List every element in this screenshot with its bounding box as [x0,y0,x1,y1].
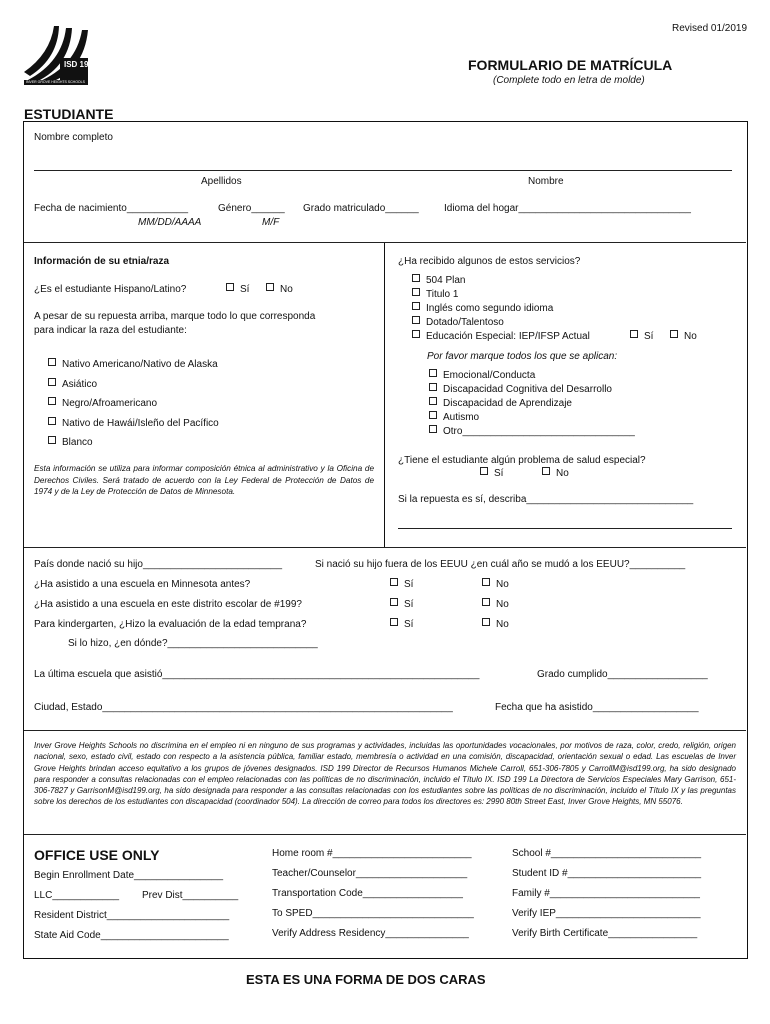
school-number-field[interactable]: School #___________________________ [512,848,702,859]
city-state-field[interactable]: Ciudad, Estado_______________________________________________________________ [34,702,453,713]
dob-format: MM/DD/AAAA [138,217,202,228]
attended-district-question: ¿Ha asistido a una escuela en este distrito escolar de #199? [34,599,302,610]
health-question: ¿Tiene el estudiante algún problema de salud especial? [398,455,646,466]
checkbox-icon[interactable] [412,316,420,324]
teacher-counselor-field[interactable]: Teacher/Counselor____________________ [272,868,468,879]
ethnicity-note: Esta información se utiliza para informar composición étnica al administrativo y la Oficina de Derechos Civiles. Será tratado de acuerdo con la Ley Federal de Protección de Datos de 1974 y de la Ley de Protección de Datos de Minnesota. [34,464,374,496]
sped-category-label: Discapacidad de Aprendizaje [443,398,572,409]
race-option-label: Nativo Americano/Nativo de Alaska [62,359,218,370]
checkbox-icon[interactable] [48,397,56,405]
checkbox-icon[interactable] [429,397,437,405]
checkbox-icon[interactable] [429,411,437,419]
checkbox-icon[interactable] [48,436,56,444]
option-label: No [684,331,697,342]
resident-district-field[interactable]: Resident District______________________ [34,910,230,921]
office-use-title: OFFICE USE ONLY [34,847,160,863]
sped-category-option[interactable] [429,369,535,382]
home-room-field[interactable]: Home room #_________________________ [272,848,472,859]
checkbox-icon[interactable] [390,578,398,586]
checkbox-icon[interactable] [412,288,420,296]
moved-year-field[interactable]: Si nació su hijo fuera de los EEUU ¿en cuál año se mudó a los EEUU?__________ [315,559,686,570]
sped-no-option[interactable] [670,330,697,343]
service-option[interactable] [412,288,458,301]
service-option-label: 504 Plan [426,275,466,286]
race-option-label: Nativo de Hawái/Isleño del Pacífico [62,418,219,429]
checkbox-icon[interactable] [48,378,56,386]
form-title: FORMULARIO DE MATRÍCULA [468,57,673,73]
minnesota-yes-option[interactable] [390,578,413,591]
apellidos-label: Apellidos [201,176,242,187]
family-number-field[interactable]: Family #___________________________ [512,888,700,899]
checkbox-icon[interactable] [482,618,490,626]
logo-text: ISD 199 [64,60,93,69]
option-label: No [556,468,569,479]
option-label: No [496,619,509,630]
race-option[interactable] [48,417,219,430]
divider [24,242,746,243]
sped-yes-option[interactable] [630,330,653,343]
nombre-label: Nombre [528,176,564,187]
gender-field[interactable]: Género______ [218,203,285,214]
sped-category-option[interactable] [429,397,572,410]
checkbox-icon[interactable] [630,330,638,338]
column-divider [384,243,385,547]
sped-category-option[interactable] [429,411,479,424]
ethnicity-heading: Información de su etnia/raza [34,256,170,267]
mark-all-instruction: Por favor marque todos los que se aplican: [427,351,618,362]
option-label: Sí [404,619,414,630]
checkbox-icon[interactable] [542,467,550,475]
race-option[interactable] [48,378,97,391]
service-option-label: Dotado/Talentoso [426,317,504,328]
birth-country-field[interactable]: País donde nació su hijo_________________________ [34,559,283,570]
hispanic-question: ¿Es el estudiante Hispano/Latino? [34,284,187,295]
option-label: Sí [240,284,250,295]
verify-iep-field[interactable]: Verify IEP__________________________ [512,908,701,919]
verify-birth-cert-field[interactable]: Verify Birth Certificate________________ [512,928,698,939]
checkbox-icon[interactable] [482,578,490,586]
student-id-field[interactable]: Student ID #________________________ [512,868,702,879]
service-option-label: Educación Especial: IEP/IFSP Actual [426,331,590,342]
sped-category-label: Emocional/Conducta [443,370,536,381]
revised-date: Revised 01/2019 [672,23,748,34]
service-option[interactable] [412,274,465,287]
option-label: Sí [404,579,414,590]
hispanic-no-option[interactable] [266,283,293,296]
transportation-code-field[interactable]: Transportation Code__________________ [272,888,463,899]
full-name-field[interactable] [34,170,732,171]
service-option[interactable] [412,302,553,315]
health-yes-option[interactable] [480,467,503,480]
section-title-student: ESTUDIANTE [24,106,114,122]
health-no-option[interactable] [542,467,569,480]
race-instruction-line2: para indicar la raza del estudiante: [34,325,187,336]
prev-dist-field[interactable]: Prev Dist__________ [142,890,239,901]
sped-category-label: Discapacidad Cognitiva del Desarrollo [443,384,612,395]
race-option-label: Asiático [62,379,98,390]
divider [24,730,746,731]
logo-graphic [22,22,92,86]
district-no-option[interactable] [482,598,509,611]
district-logo [22,22,92,86]
checkbox-icon[interactable] [429,425,437,433]
race-option-label: Negro/Afroamericano [62,398,158,409]
service-option-label: Titulo 1 [426,289,459,300]
option-label: Sí [404,599,414,610]
nondiscrimination-statement: Inver Grove Heights Schools no discrimina en el empleo ni en ninguno de sus programas y actividades, incluidas las oportunidades vocacionales, por motivos de raza, color, credo, religión, origen nacional, sexo, estado civil, estado con respecto a la asistencia pública, familiar estado, membresía o actividad en una comisión, discapacidad, orientación sexual o edad. Las escuelas de Inver Grove Heights brindan acceso equitativo a los grupos de jóvenes designados. ISD 199 Director de Recursos Humanos Michele Carroll, 651-306-7805 y CarrollM@isd199.org, ha sido designado para responder a consultas relacionadas con el empleo relacionadas con las políticas de no discriminación, incluido el Título IX. ISD 199 La Directora de Servicios Especiales Mary Garrison, 651-306-7827 y GarrisonM@isd199.org, ha sido designada para responder a las consultas relacionadas con los estudiantes sobre las políticas de no discriminación, incluido el Título IX y las preguntas sobre los derechos de los estudiantes con discapacidad (coordinador 504). La dirección de correo para todos los directores es: 2990 80th Street East, Inver Grove Heights, MN 55076. [34,741,736,807]
to-sped-field[interactable]: To SPED_____________________________ [272,908,474,919]
sped-category-label: Otro_______________________________ [443,426,635,437]
llc-field[interactable]: LLC____________ [34,890,120,901]
checkbox-icon[interactable] [429,369,437,377]
services-question: ¿Ha recibido algunos de estos servicios? [398,256,581,267]
health-describe-field[interactable]: Si la repuesta es sí, describa______________________________ [398,494,694,505]
sped-category-label: Autismo [443,412,480,423]
grade-field[interactable]: Grado matriculado______ [303,203,419,214]
race-option[interactable] [48,397,157,410]
race-instruction-line1: A pesar de su repuesta arriba, marque todo lo que corresponda [34,311,316,322]
full-name-label: Nombre completo [34,132,113,143]
attended-minnesota-question: ¿Ha asistido a una escuela en Minnesota antes? [34,579,251,590]
logo-subtext: INVER GROVE HEIGHTS SCHOOLS [26,80,85,84]
service-option[interactable] [412,316,504,329]
checkbox-icon[interactable] [482,598,490,606]
sped-category-option[interactable] [429,383,612,396]
home-language-field[interactable]: Idioma del hogar_______________________________ [444,203,691,214]
checkbox-icon[interactable] [266,283,274,291]
last-school-field[interactable]: La última escuela que asistió_________________________________________________________ [34,669,480,680]
checkbox-icon[interactable] [390,598,398,606]
option-label: No [280,284,293,295]
verify-address-field[interactable]: Verify Address Residency_______________ [272,928,469,939]
checkbox-icon[interactable] [48,417,56,425]
option-label: No [496,599,509,610]
checkbox-icon[interactable] [390,618,398,626]
checkbox-icon[interactable] [670,330,678,338]
divider [24,547,746,548]
kinder-screening-question: Para kindergarten, ¿Hizo la evaluación de la edad temprana? [34,619,307,630]
screening-location-field[interactable]: Si lo hizo, ¿en dónde?___________________________ [68,638,318,649]
checkbox-icon[interactable] [48,358,56,366]
dob-field[interactable]: Fecha de nacimiento___________ [34,203,189,214]
option-label: Sí [644,331,654,342]
checkbox-icon[interactable] [412,274,420,282]
checkbox-icon[interactable] [429,383,437,391]
service-option-label: Inglés como segundo idioma [426,303,554,314]
sped-category-option[interactable] [429,425,635,438]
attended-date-field[interactable]: Fecha que ha asistido___________________ [495,702,699,713]
option-label: Sí [494,468,504,479]
service-option[interactable] [412,330,590,343]
district-yes-option[interactable] [390,598,413,611]
state-aid-code-field[interactable]: State Aid Code_______________________ [34,930,229,941]
race-option[interactable] [48,358,218,371]
divider [24,834,746,835]
checkbox-icon[interactable] [226,283,234,291]
begin-enrollment-field[interactable]: Begin Enrollment Date________________ [34,870,224,881]
race-option[interactable] [48,436,93,449]
race-option-label: Blanco [62,437,93,448]
option-label: No [496,579,509,590]
gender-format: M/F [262,217,280,228]
health-describe-line[interactable] [398,528,732,529]
minnesota-no-option[interactable] [482,578,509,591]
two-sided-notice: ESTA ES UNA FORMA DE DOS CARAS [246,972,486,987]
hispanic-yes-option[interactable] [226,283,249,296]
kinder-no-option[interactable] [482,618,509,631]
form-subtitle: (Complete todo en letra de molde) [493,75,645,86]
grade-completed-field[interactable]: Grado cumplido__________________ [537,669,708,680]
checkbox-icon[interactable] [412,302,420,310]
checkbox-icon[interactable] [412,330,420,338]
kinder-yes-option[interactable] [390,618,413,631]
checkbox-icon[interactable] [480,467,488,475]
